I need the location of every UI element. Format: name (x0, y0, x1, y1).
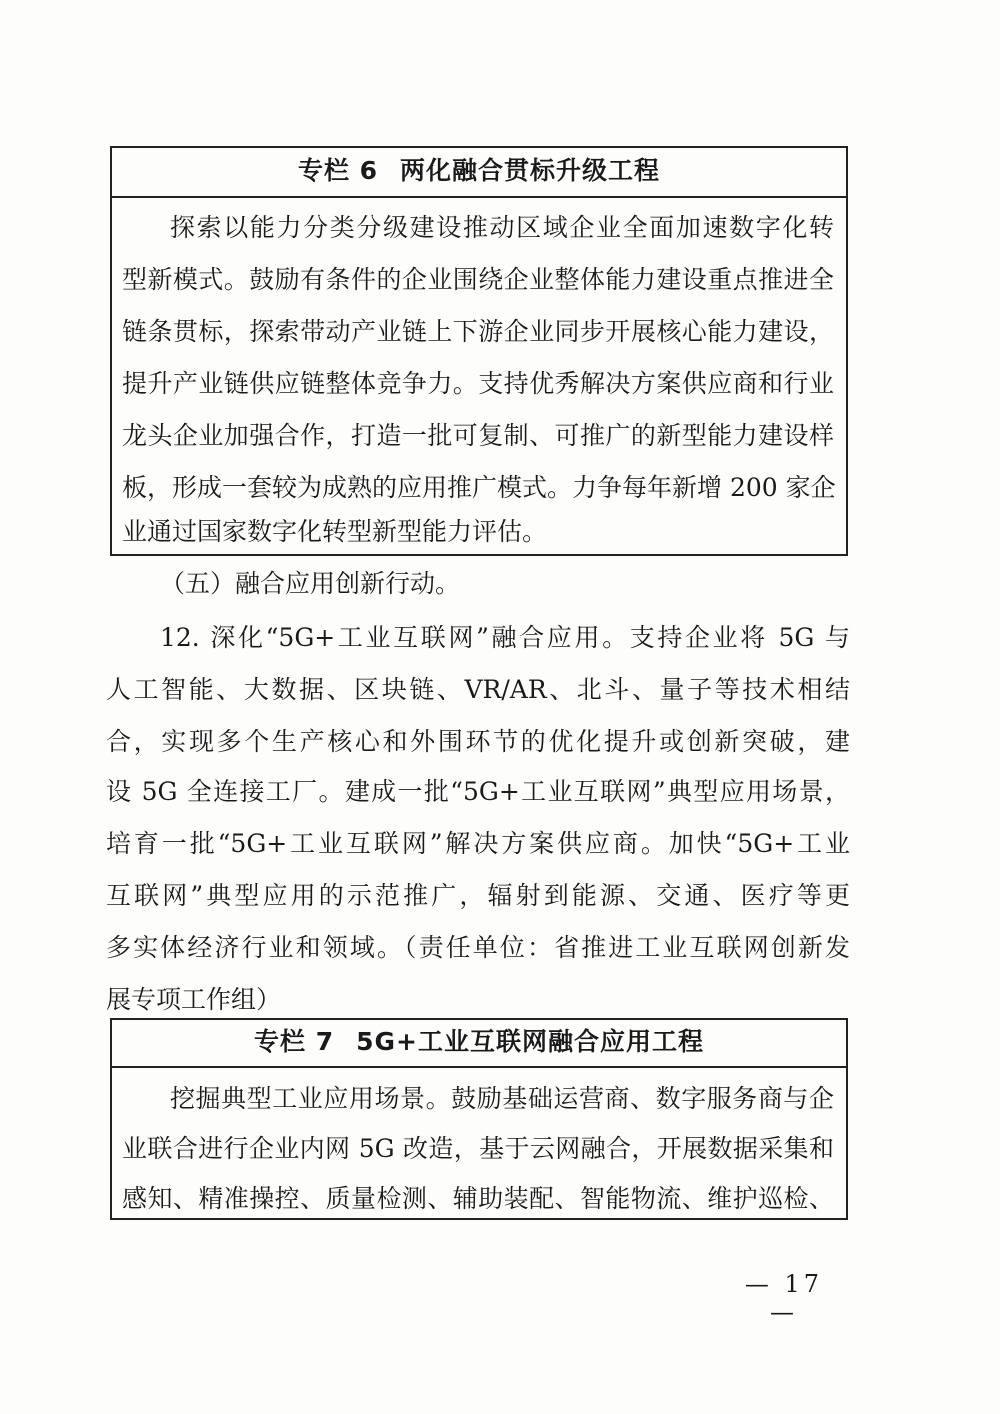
para12-line: 12. 深化“5G+工业互联网”融合应用。支持企业将 5G 与 (160, 623, 850, 652)
box6-line: 提升产业链供应链整体竞争力。支持优秀解决方案供应商和行业 (122, 369, 834, 398)
para12-line: 展专项工作组） (106, 985, 282, 1014)
box6-line: 探索以能力分类分级建设推动区域企业全面加速数字化转 (170, 213, 834, 242)
box6-line: 业通过国家数字化转型新型能力评估。 (122, 517, 548, 546)
box6-line: 型新模式。鼓励有条件的企业围绕企业整体能力建设重点推进全 (122, 265, 834, 294)
para12-line: 人工智能、大数据、区块链、VR/AR、北斗、量子等技术相结 (106, 675, 850, 704)
para12-line: 多实体经济行业和领域。（责任单位：省推进工业互联网创新发 (106, 933, 850, 962)
column-box-6-heading: 两化融合贯标升级工程 (400, 156, 661, 185)
para12-line: 培育一批“5G+工业互联网”解决方案供应商。加快“5G+工业 (106, 829, 850, 858)
column-box-7-heading: 5G+工业互联网融合应用工程 (356, 1027, 704, 1056)
para12-line: 互联网”典型应用的示范推广，辐射到能源、交通、医疗等更 (106, 881, 850, 910)
column-box-7-number: 专栏 7 (254, 1027, 335, 1056)
para12-line: 合，实现多个生产核心和外围环节的优化提升或创新突破，建 (106, 727, 850, 756)
section-heading: （五）融合应用创新行动。 (160, 569, 461, 598)
para12-line: 设 5G 全连接工厂。建成一批“5G+工业互联网”典型应用场景， (106, 777, 850, 806)
column-box-6-title (112, 148, 846, 198)
column-box-7-title (112, 1020, 846, 1068)
box6-line: 链条贯标，探索带动产业链上下游企业同步开展核心能力建设， (122, 317, 834, 346)
box6-line: 龙头企业加强合作，打造一批可复制、可推广的新型能力建设样 (122, 421, 834, 450)
box6-line: 板，形成一套较为成熟的应用推广模式。力争每年新增 200 家企 (122, 473, 836, 502)
box7-line: 业联合进行企业内网 5G 改造，基于云网融合，开展数据采集和 (122, 1134, 834, 1163)
column-box-6-number: 专栏 6 (297, 156, 379, 185)
box7-line: 感知、精准操控、质量检测、辅助装配、智能物流、维护巡检、 (122, 1184, 834, 1213)
page-number: — 17 — (744, 1270, 824, 1326)
box7-line: 挖掘典型工业应用场景。鼓励基础运营商、数字服务商与企 (170, 1084, 834, 1113)
